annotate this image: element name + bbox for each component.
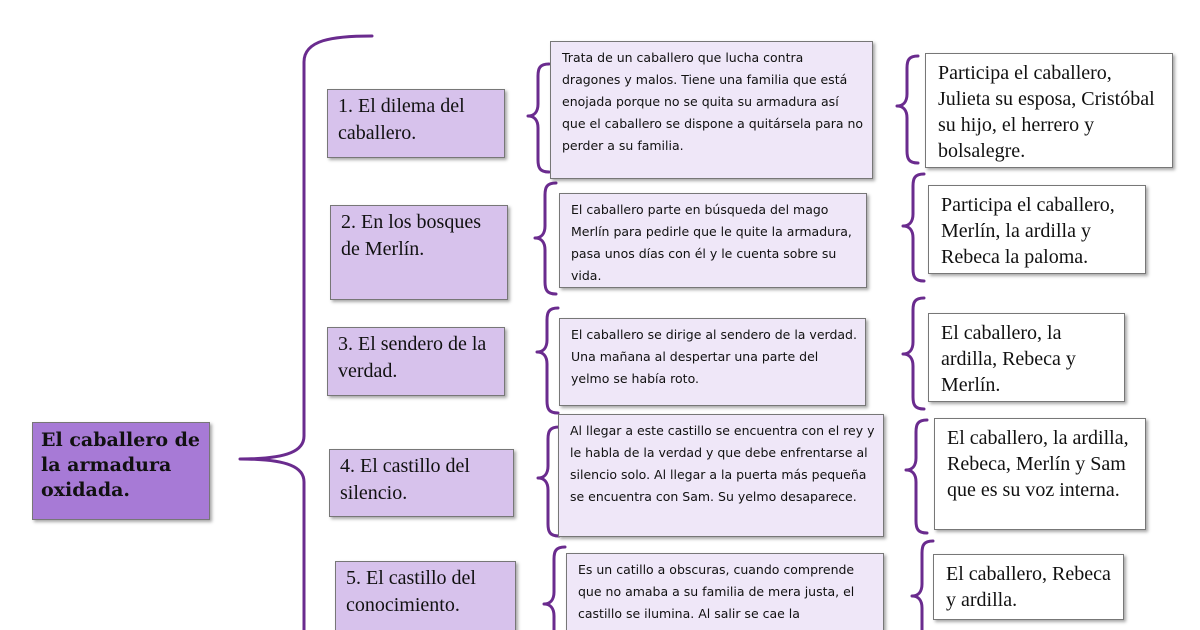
summary-brace-5 [544, 547, 565, 630]
characters-brace-2 [903, 174, 924, 281]
main-title: El caballero de la armadura oxidada. [32, 422, 210, 520]
chapter-2-title: 2. En los bosques de Merlín. [330, 205, 508, 300]
chapter-4-summary: Al llegar a este castillo se encuentra con el rey y le habla de la verdad y que debe enfrentarse al silencio solo. Al llegar a la puerta más pequeña se encuentra con Sam. Su yelmo desaparece. [558, 414, 884, 537]
chapter-5-characters: El caballero, Rebeca y ardilla. [933, 554, 1124, 620]
summary-brace-2 [535, 183, 556, 294]
chapter-5-summary: Es un catillo a obscuras, cuando comprende que no amaba a su familia de mera justa, el castillo se ilumina. Al salir se cae la [566, 553, 884, 630]
chapter-3-title: 3. El sendero de la verdad. [327, 327, 505, 396]
chapter-2-summary: El caballero parte en búsqueda del mago Merlín para pedirle que le quite la armadura, pasa unos días con él y le cuenta sobre su vida. [559, 193, 867, 288]
chapter-1-title: 1. El dilema del caballero. [327, 89, 505, 158]
chapter-1-summary: Trata de un caballero que lucha contra dragones y malos. Tiene una familia que está enojada porque no se quita su armadura así que el caballero se dispone a quitársela para no perder a su familia. [550, 41, 873, 179]
characters-brace-4 [906, 420, 927, 533]
chapter-2-characters: Participa el caballero, Merlín, la ardilla y Rebeca la paloma. [928, 185, 1146, 274]
characters-brace-3 [903, 298, 924, 409]
summary-brace-3 [537, 308, 558, 413]
chapter-1-characters: Participa el caballero, Julieta su esposa, Cristóbal su hijo, el herrero y bolsalegre. [925, 53, 1173, 168]
chapter-5-title: 5. El castillo del conocimiento. [335, 561, 516, 630]
chapter-3-characters: El caballero, la ardilla, Rebeca y Merlín. [928, 313, 1125, 402]
summary-brace-1 [528, 64, 549, 172]
characters-brace-5 [912, 541, 933, 630]
chapter-4-characters: El caballero, la ardilla, Rebeca, Merlín y Sam que es su voz interna. [934, 418, 1146, 530]
summary-brace-4 [538, 427, 559, 536]
characters-brace-1 [897, 56, 918, 163]
chapter-4-title: 4. El castillo del silencio. [329, 449, 514, 517]
chapter-3-summary: El caballero se dirige al sendero de la verdad. Una mañana al despertar una parte del yelmo se había roto. [559, 318, 866, 406]
